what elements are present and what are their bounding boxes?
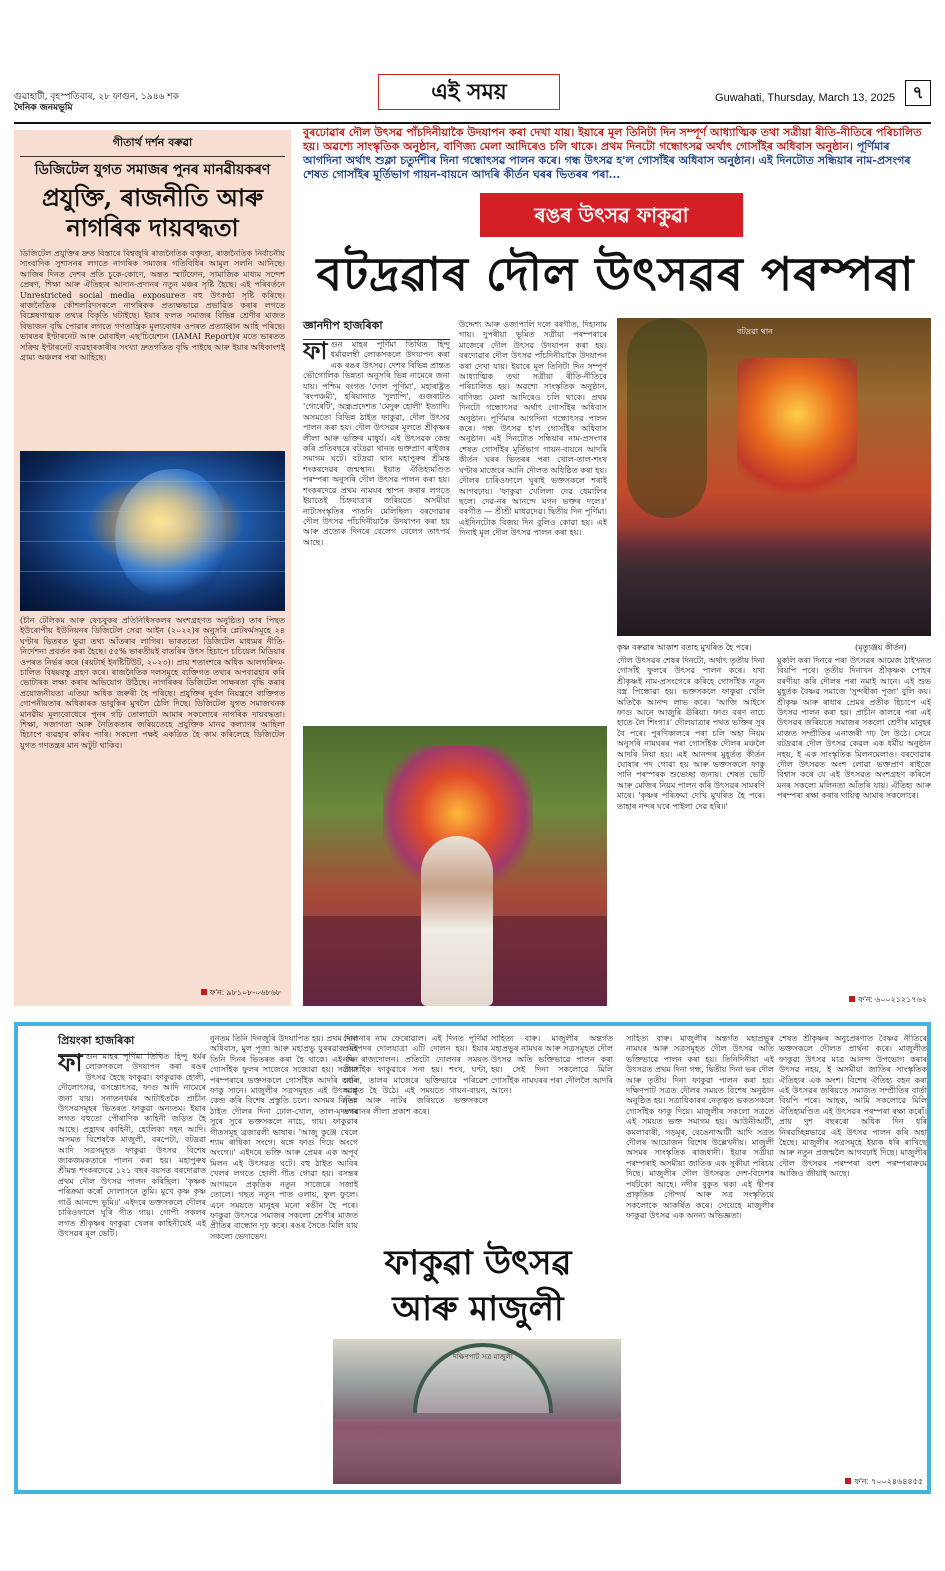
photo-a-tag: বটদ্ৰৱা থান (737, 327, 773, 336)
bottom-col-5: সাহিত্য বাৰু। মাজুলীৰ অন্তৰ্গত মহাপ্ৰভুৰ নামঘৰ আৰু সত্ৰসমূহত দৌল উৎসৱ অতি ভক্তিভাৱে পালন কৰা হয়। তিনিদিনীয়া এই উৎসৱত প্ৰথম দিনা গন্ধ, দ্বিতীয় দিনা ভৰ দৌল আৰু তৃতীয় দিনা ফাকুৱা পালন কৰা হয়। দক্ষিণপাট সত্ৰত দৌলৰ সময়ত বিশেষ অনুষ্ঠান অনুষ্ঠিত হয়। সত্ৰাধিকাৰৰ নেতৃত্বত ভকতসকলে গোসাঁইক ফাকু দিয়ে। মাজুলীৰ সকলো সত্ৰতে এই সময়ত ভক্ত সমাগম হয়। আউনীআটী, কমলাবাৰী, গড়মূৰ, বেঙেনাআটী আদি সত্ৰত দৌলৰ আয়োজন বিশেষ উল্লেখনীয়। মাজুলী অসমৰ সাংস্কৃতিক ৰাজধানী। ইয়াৰ সত্ৰীয়া পৰম্পৰাই অসমীয়া জাতিক এক সুকীয়া পৰিচয় দিছে। মাজুলীৰ দৌল উৎসৱত দেশ-বিদেশৰ পৰ্যটকো আহে। নদীৰ বুকুত থকা এই দ্বীপৰ প্ৰাকৃতিক সৌন্দৰ্য আৰু সত্ৰ সংস্কৃতিয়ে সকলোকে আকৰ্ষিত কৰে। সেয়েহে মাজুলীৰ ফাকুৱা উৎসৱ এক অনন্য অভিজ্ঞতা। (626, 1034, 774, 1220)
bottom-dropcap: ফা (58, 1052, 83, 1077)
left-headline: প্ৰযুক্তি, ৰাজনীতি আৰু নাগৰিক দায়বদ্ধতা (41, 183, 264, 242)
lede-blue: পূৰ্ণিমাৰ আগদিনা অৰ্থাৎ শুক্লা চতুৰ্দশীৰ দিনা গন্ধোৎসৱ পালন কৰে। গন্ধ উৎসৱ হ'ল গোসাঁইৰ অধিবাস অনুষ্ঠান। এই দিনটোত সন্ধিয়াৰ নাম-প্ৰসংগৰ শেষত গোসাঁইৰ মূৰ্তিভাগ গায়ন-বায়নে আদৰি কীৰ্তন ঘৰৰ ভিতৰৰ পৰা... (303, 140, 911, 181)
gate-text: দক্ষিণপাট সত্ৰ মাজুলী (453, 1353, 513, 1361)
photo-majuli-satra (333, 1339, 621, 1484)
bottom-headline-line-2: আৰু মাজুলী (392, 1289, 564, 1329)
bottom-byline: প্ৰিয়ংকা হাজৰিকা (58, 1032, 162, 1055)
ai-brain-head-icon (20, 451, 285, 611)
photo-festival-crowd (617, 318, 931, 636)
section-title: এই সময় (378, 74, 560, 110)
date-english: Guwahati, Thursday, March 13, 2025 (715, 92, 895, 104)
bottom-headline (343, 1240, 613, 1332)
bottom-col-1 (58, 1052, 206, 1484)
masthead-left (14, 92, 179, 114)
bottom-col-1-text: গুন মাহৰ পূৰ্ণিমা তিথিত হিন্দু ধৰ্মৰ লোকসকলে উদযাপন কৰা ৰঙৰ উৎসৱ হৈছে ফাকুৱা। ফাকুৱাক হোলী, দৌলোৎসৱ, বসন্তোৎসৱ, ফাগু আদি নামেৰে জনা যায়। সনাতনধৰ্মৰ আটাইতকৈ প্ৰাচীন উৎসৱসমূহৰ ভিতৰত ফাকুৱা অন্যতম। ইয়াৰ লগত বহুতো পৌৰাণিক কাহিনী জড়িত হৈ আছে। প্ৰহ্লাদৰ কাহিনী, হোলিকা দহন আদি। অসমত বিশেষকৈ মাজুলী, বৰপেটা, বটদ্ৰৱা আদি সত্ৰসমূহত ফাকুৱা উৎসৱ বিশেষ জাকজমকতাৰে পালন কৰা হয়। মহাপুৰুষ শ্ৰীমন্ত শংকৰদেৱে ১২১ বছৰ বয়সত বৰদোৱাত প্ৰথম দৌল উৎসৱ পালন কৰিছিল। 'কৃষ্ণক পৰিক্ৰমা কৰোঁ দোলাসনে তুমি। মুখে কৃষ্ণ কৃষ্ণ গাওঁ আনন্দে ভূমি॥' এইদৰে ভক্তসকলে দৌলৰ চাৰিওফালে ঘূৰি গীত গায়। গোপী সকলৰ লগত শ্ৰীকৃষ্ণৰ ফাকুৱা খেলৰ কাহিনীয়েই এই উৎসৱৰ মূল ভেটি। (58, 1052, 206, 1238)
photo-devotee-chariot (303, 726, 607, 1006)
bottom-headline-line-1: ফাকুৱা উৎসৱ (384, 1243, 572, 1283)
bottom-col-3: দোলনাৰ নাম ফেৰোৱাল। এই দিনত পূৰ্ণিমা প্ৰতিপদৰ দোলযাত্ৰা এটি দোলন হয়। ইয়াৰ নাম ৰাজদোলন। প্ৰতিটো দোলনৰ সময়ত গোসাঁইক ফাকুৱাৰে সনা হয়। শংখ, ঘণ্টা, খোল, তালৰ মাজেৰে ভক্তিভাৱে পৰিৱেশ আপ্লুত হৈ উঠে। এই সময়তে গায়ন-বায়ন, নৃত্য আৰু নাটৰ জৰিয়তে ভক্তসকলে ভগৱানৰ লীলা প্ৰকাশ কৰে। (343, 1034, 488, 1116)
bottom-col-6: শেষত শ্ৰীকৃষ্ণৰ অনুপ্ৰেৰণাত বৈষ্ণৱ নীতিৰে ভক্তসকলে দৌলত প্ৰাৰ্থনা কৰে। মাজুলীত ফাকুৱা উৎসৱ মাত্ৰ আনন্দ উপভোগ কৰাৰ উৎসৱ নহয়, ই অসমীয়া জাতিৰ সাংস্কৃতিক ঐতিহ্যৰ এক অংশ। বিশেষ ঐতিহ্য বহন কৰা এই উৎসৱৰ জৰিয়তে সমাজত সম্প্ৰীতিৰ বাৰ্তা বিয়পি পৰে। আহক, আমি সকলোৱে মিলি ঐতিহ্যমণ্ডিত এই উৎসৱৰ পৰম্পৰা ৰক্ষা কৰোঁ। প্ৰায় দুশ বছৰৰো অধিক দিন ধৰি নিৰৱচ্ছিন্নভাৱে এই উৎসৱ পালন কৰি অহা হৈছে। মাজুলীৰ সত্ৰসমূহে ইয়াক ধৰি ৰাখিছে আৰু নতুন প্ৰজন্মলৈ আগবঢ়াই দিছে। মাজুলীৰ দৌল উৎসৱৰ পৰম্পৰা বংশ পৰম্পৰাক্ৰমে আজিও জীয়াই আছে। (779, 1034, 927, 1179)
top-col-3: দৌল উৎসৱৰ শেষৰ দিনটো, অৰ্থাৎ তৃতীয় দিনা গোসাঁই ফুলৰে উৎসৱ পালন কৰে। যখা শ্ৰীকৃষ্ণই নাম-প্ৰসংগেৰে কৰিহে গোসাঁইক নতুন বস্ত্ৰ পিন্ধোৱা হয়। ভক্তসকলে ফাকুৱা খেলি অতিকৈ আনন্দ লাভ কৰে। 'আজি আইসে ফাগু আনে আজুৰি ঊৰিয়া। ফাগু বৰণ নাচে হাতে লৈ শিংগা॥' দৌলযাত্ৰাৰ পথত ভক্তিৰ সুৰ বৈ পৰে। পুৰণিকালৰে পৰা চলি অহা নিয়ম অনুসৰি নামঘৰৰ পৰা গোসাঁইক দৌলৰ মঞ্চলৈ আদৰি নিয়া হয়। এই আনন্দৰ মুহূৰ্তত কীৰ্তন ঘোষাৰ পদ গোৱা হয় আৰু ভক্তসকলে ফাকু সানি পৰস্পৰক শুভেচ্ছা জনায়। শেষত ভেটি আৰু মেজিৰ নিয়ম পালন কৰি উৎসৱৰ সামৰণি মাৰে। 'কৃষ্ণৰ পৰিক্ৰমা দেখি মুখৰিত হৈ পৰে। তাহাৰ নন্দৰ ঘৰে পাইলা দেৱ হৰি॥' (617, 656, 765, 811)
top-phone: ফ'ন: ৬০০২১২১৭৬২ (849, 994, 927, 1007)
top-lede (303, 126, 931, 182)
top-col-1-text: গুন মাহৰ পূৰ্ণিমা তিথিত হিন্দু ধৰ্মাৱলম্বী লোকসকলে উদযাপন কৰা এক ৰঙৰ উৎসৱ। দেশৰ বিভিন্ন প্ৰান্তত ভৌগোলিক ভিন্নতা অনুসৰি ভিন্ন নামেৰে জনা যায়। পশ্চিম বংগত 'দোল পূৰ্ণিমা', মহাৰাষ্ট্ৰত 'ৰংপঞ্চমী', হৰিয়ানাত 'দুলান্দি', গুজৰাটত 'গোৰেটি', অন্ধ্ৰপ্ৰদেশত 'মেদুৰু হোলী' ইত্যাদি। অসমতো বিভিন্ন ঠাইত ফাকুৱা, দৌল উৎসৱ পালন কৰা হয়। দৌল উৎসৱৰ মূলতে শ্ৰীকৃষ্ণৰ লীলা আৰু ভক্তিৰ মাধুৰ্য। এই উৎসৱক কেন্দ্ৰ কৰি প্ৰতিবছৰে বটদ্ৰৱা থানত ভক্তপ্ৰাণ ৰাইজৰ সমাগম ঘটে। বটদ্ৰৱা থান মহাপুৰুষ শ্ৰীমন্ত শংকৰদেৱৰ জন্মস্থান। ইয়াত ঐতিহ্যমণ্ডিত পৰম্পৰা অনুসৰি দৌল উৎসৱ পালন কৰা হয়। শংকৰদেৱে প্ৰথম নামঘৰ স্থাপন কৰাৰ লগতে ইয়াতেই চিহ্নযাত্ৰাৰ জৰিয়তে অসমীয়া নাট্যসংস্কৃতিৰ পাতনি মেলিছিল। বৰদোৱাৰ দৌল উৎসৱ পাঁচদিনীয়াকৈ উদযাপন কৰা হয় আৰু প্ৰত্যেক দিনৰে বেলেগ বেলেগ তাৎপৰ্য আছে। (303, 340, 450, 547)
bottom-phone: ফ'ন: ৭০০২৪৬৪৪৫৫ (845, 1476, 923, 1489)
bottom-col-4: সাহিত্য বাৰু। মাজুলীৰ অন্তৰ্গত মহাপ্ৰভুৰ নামঘৰ আৰু সত্ৰসমূহত দৌল উৎসৱ অতি ভক্তিভাৱে পালন কৰা হয়। সেই দিনা সকলোৱে মিলি গোসাঁইক নামঘৰৰ পৰা দৌললৈ আদৰি আনে। (491, 1034, 613, 1096)
top-col-4: মুকলি কৰা দিনৰে পৰা উৎসৱৰ আমেজ ঠাইখনত বিয়পি পৰে। তৃতীয় দিনাখন শ্ৰীকৃষ্ণক পোহৰ বৰণীয়া কৰি দৌলৰ পৰা নমাই আনে। এই শুভ মুহূৰ্তক বৈষ্ণৱ সমাজে 'সুন্দৰীকা পূজা' বুলি কয়। শ্ৰীকৃষ্ণ আৰু ৰাধাৰ প্ৰেমৰ প্ৰতীক হিচাপে এই উৎসৱ পালন কৰা হয়। প্ৰাচীন কালৰে পৰা এই উৎসৱৰ জৰিয়তে সমাজৰ সকলো শ্ৰেণীৰ মানুহৰ মাজত সম্প্ৰীতিৰ এনাজৰী গঢ় লৈ উঠে। সেয়ে বটদ্ৰৱাৰ দৌল উৎসৱ কেৱল এক ধৰ্মীয় অনুষ্ঠান নহয়, ই এক সাংস্কৃতিক মিলনমেলাও। বৰদোৱাৰ দৌল উৎসৱত অংশ লোৱা ভক্তপ্ৰাণ ৰাইজে বিশ্বাস কৰে যে এই উৎসৱত অংশগ্ৰহণ কৰিলে মনৰ সকলো মলিনতা আঁতৰি যায়। ঐতিহ্য আৰু পৰম্পৰা ৰক্ষা কৰাৰ দায়িত্ব আমাৰ সকলোৰে। (777, 656, 931, 801)
date-line: গুৱাহাটী, বৃহস্পতিবাৰ, ২৮ ফাগুন, ১৯৪৬ শক (14, 92, 179, 102)
paper-name: দৈনিক জনমভূমি (14, 103, 73, 113)
top-col-1 (303, 340, 450, 718)
story-banner: ৰঙৰ উৎসৱ ফাকুৱা (480, 193, 743, 237)
left-body-2: (চীন টেলিকম আৰু ফেচবুকৰ প্ৰতিনিধিসকলৰ অংশগ্ৰহণত অনুষ্ঠিত) তাৰ পিছত ইউৰোপীয় ইউনিয়নৰ ডিজিটেল সেৱা আইন (২০২২)ৰ অনুসৰি প্লেটফৰ্মসমূহে ২৪ ঘণ্টাৰ ভিতৰত ভুৱা তথ্য আঁতৰাব লাগিব। ভাৰততো ডিজিটেল মাধ্যমৰ নীতি-নিৰ্দেশনা প্ৰবৰ্তন কৰা হৈছে। ৫৫% ভাৰতীয়ই বাতৰিৰ উৎস হিচাপে চচিয়েল মিডিয়াৰ ওপৰত নিৰ্ভৰ কৰে (ৰয়টাৰ্ছ ইনষ্টিটিউট, ২০২৩)। প্ৰায় শতাংশৰে অধিক আলগৰিদম-চালিত বিষয়বস্তু গ্ৰহণ কৰে। ৰাজনৈতিক দলসমূহে ব্যক্তিগত তথ্যৰ অপব্যৱহাৰ কৰি ভোটাৰক লক্ষ্য কৰাৰ অভিযোগ উঠিছে। নাগৰিকৰ ডিজিটেল সাক্ষৰতা বৃদ্ধি কৰাৰ প্ৰয়োজনীয়তা এতিয়া অধিক জৰুৰী হৈ পৰিছে। প্ৰযুক্তিৰ দুৰ্বল নিয়ন্ত্ৰণে ব্যক্তিগত গোপনীয়তাৰ অধিকাৰক ভাবুকিৰ মুখলৈ ঠেলি দিছে। ডিজিটেল যুগত সমাজখনক মানৱীয় মূল্যবোধেৰে পুনৰ গঢ়ি তোলাটো আমাৰ সকলোৰে নাগৰিক দায়বদ্ধতা। শিক্ষা, সজাগতা আৰু নৈতিকতাৰ জৰিয়তেহে প্ৰযুক্তিক মানৱ কল্যাণৰ আহিলা হিচাপে ব্যৱহাৰ কৰিব পাৰি। সকলো পক্ষই একত্ৰিত হৈ কাম কৰিলেহে ডিজিটেল যুগত গণতন্ত্ৰৰ মান অটুট থাকিব। (20, 616, 285, 750)
top-byline: জ্ঞানদীপ হাজৰিকা (303, 317, 450, 340)
top-dropcap: ফা (303, 340, 328, 365)
caption-a-left: কৃষ্ণ বৰুৱাৰ আকাশ বতাহ মুখৰিত হৈ পৰে। (617, 643, 752, 652)
caption-a-right: (মৃত্যুঞ্জয় কীৰ্তন) (855, 643, 907, 652)
left-kicker: ডিজিটেল যুগত সমাজৰ পুনৰ মানৱীয়কৰণ (34, 162, 271, 178)
page-number: ৭ (905, 80, 931, 106)
left-body-1: ডিজিটেল প্ৰযুক্তিৰ দ্ৰুত বিস্তাৰে বিশ্বজুৰি ৰাজনৈতিক বক্তৃতা, ৰাজনৈতিক নিৰ্বাচনীয় সাংবাদিক সুশাসনৰ লগতে নাগৰিক সমাজৰ গতিবিধিৰ আমূল সলনি আনিছে। আজিৰ দিনত দেশৰ প্ৰতি চুকে-কোণে, অন্তত স্মাৰ্টফোন, সামাজিক মাধ্যম সন্দেশ প্ৰেৰণ, শিক্ষা আৰু ঐতিহ্যৰ আদান-প্ৰদানৰ নতুন মঞ্চৰ সৃষ্টি হৈছে। এই পৰিবৰ্তনে Unrestricted social media exposureত বহু উৎকণ্ঠা সৃষ্টি কৰিছে। ৰাজনৈতিক কৌশলবিদসকলে নাগৰিকক প্ৰত্যক্ষভাৱে প্ৰভাৱিত কৰাৰ লগতে বিশ্লেষণাত্মক তথ্যৰ বিকৃতি ঘটাইছে। ইয়াৰ ফলত সমাজৰ বিভিন্ন শ্ৰেণীৰ মাজত বিভাজন বৃদ্ধি পোৱাৰ লগতে গণতান্ত্ৰিক মূল্যবোধৰ ওপৰত প্ৰত্যাহ্বান আহি পৰিছে। ভাৰতৰ ইণ্টাৰনেট আৰু মোবাইল এছ'চিয়েশ্যন (IAMAI Report)ৰ মতে ভাৰতত সক্ৰিয় ইণ্টাৰনেট ব্যৱহাৰকাৰীৰ সংখ্যা দ্ৰুতগতিত বৃদ্ধি পাইছে আৰু ইয়াৰ অধিকাংশই গ্ৰাম্য অঞ্চলৰ পৰা আহিছে। (20, 249, 285, 363)
top-col-2: উদ্দেশ্য আৰু ওজাপালি দলে বৰগীত, দিহানাম গায়। দুপৰীয়া ভূমিত সত্ৰীয়া পৰম্পৰাৰে মাজেৰে দৌল উৎসৱ উদযাপন কৰা হয়। বৰদোৱাৰ দৌল উৎসৱ পাঁচদিনীয়াকৈ উদযাপন কৰা দেখা যায়। ইয়াৰে মূল তিনিটা দিন সম্পূৰ্ণ আধ্যাত্মিক তথা সত্ৰীয়া ৰীতি-নীতিৰে পৰিচালিত হয়। অৱশ্যে সাংস্কৃতিক অনুষ্ঠান, বাণিজ্য মেলা আদিৰেও চলি থাকে। প্ৰথম দিনটো গন্ধোৎসৱ অৰ্থাৎ গোসাঁইৰ অধিবাস অনুষ্ঠান। পূৰ্ণিমাৰ আগদিনা গন্ধোৎসৱ পালন কৰে। গন্ধ উৎসৱ হ'ল গোসাঁইৰ অধিবাস অনুষ্ঠান। এই দিনটোত সন্ধিয়াৰ নাম-প্ৰসংগৰ শেষত গোসাঁইৰ মূৰ্তিভাগ গায়ন-বায়নে আদৰি কীৰ্তন ঘৰৰ ভিতৰৰ পৰা খোল-তাল-শংখ ঘণ্টাৰ মাজেৰে আনি দৌলত অধিষ্ঠিত কৰা হয়। দৌলৰ চাৰিওফালে ঘূৰাই ভক্তসকলে শৰাই আগবঢ়ায়। 'ফাকুৱা খেলিলা দেৱ ধেমালিৰ ছলে। দেৱ-নৰ আনন্দে মগন ভক্তৰ দলে॥' বৰগীত — শ্ৰীশ্ৰী মাধৱদেৱ। দ্বিতীয় দিন পূৰ্ণিমা। এইদিনটোক বিজয় দিন বুলিও কোৱা হয়। এই দিনাই মূল দৌল উৎসৱ পালন কৰা হয়। (459, 320, 607, 538)
left-phone: ফ'ন: ৯৮১০৮-০৬৮৬৮ (201, 987, 281, 1000)
masthead (14, 70, 931, 124)
masthead-divider (14, 122, 931, 124)
column-name: গীতাৰ্থ দৰ্শন বৰুৱা (20, 134, 285, 157)
lede-red: বুৰঢোৱাৰ দৌল উৎসৱ পাঁচদিনীয়াকৈ উদযাপন কৰা দেখা যায়। ইয়াৰে মূল তিনিটা দিন সম্পূৰ্ণ আধ্যাত্মিক তথা সত্ৰীয়া ৰীতি-নীতিৰে পৰিচালিত হয়। অৱশ্যে সাংস্কৃতিক অনুষ্ঠান, বাণিজ্য মেলা আদিৰেও চলি থাকে। প্ৰথম দিনটো গন্ধোৎসৱ অৰ্থাৎ গোসাঁইৰ অধিবাস অনুষ্ঠান। (303, 126, 922, 153)
bottom-col-2: নুনতম তিনি দিনজুৰি উদযাপিত হয়। প্ৰথম দিনা অধিবাস, মুল পূজা আৰু মহাপ্ৰভু যুৰৰৱাক এই তিনি দিনৰ ভিতৰত কৰা হৈ থাকে। এই দিন গোসাঁইক ফুলৰ সাজেৰে সজোৱা হয়। সত্ৰীয়া পৰম্পৰাৰে ভক্তসকলে গোসাঁইক আদৰি আনি ফাকু সানে। মাজুলীৰ সত্ৰসমূহত এই উৎসৱক কেন্দ্ৰ কৰি বিশেষ প্ৰস্তুতি চলে। অসমৰ বিভিন্ন ঠাইত দৌলৰ দিনা ঢোল-খোল, তাল-মৃদংগৰ সুৰে সুৰে ভক্তসকলে নাচে, গায়। ফাকুৱাৰ গীতসমূহ ব্ৰজাৱলী ভাষাৰ। 'আজু কুঞ্জে খেলে শ্যাম ৰাধিকা সংগে। ৰঙ্গে ফাগু দিয়ে অংগে অংগে॥' এইদৰে ভক্তি আৰু প্ৰেমৰ এক অপূৰ্ব মিলন এই উৎসৱত ঘটে। বহু ঠাইত আবিৰ খেলৰ লগতে হোলী গীত গোৱা হয়। বসন্তৰ আগমনে প্ৰকৃতিক নতুন সাজেৰে সজাই তোলে। গছত নতুন পাত ওলায়, ফুল ফুলে। এনে সময়তে মানুহৰ মনো ৰঙীন হৈ পৰে। ফাকুৱা উৎসৱে সমাজৰ সকলো শ্ৰেণীৰ মাজত প্ৰীতিৰ বান্ধোন দৃঢ় কৰে। ৰঙৰ সৈতে মিলি যায় সকলো ভেদাভেদ। (210, 1034, 358, 1241)
main-headline: বটদ্ৰৱাৰ দৌল উৎসৱৰ পৰম্পৰা (316, 247, 915, 301)
left-article (14, 130, 291, 1006)
